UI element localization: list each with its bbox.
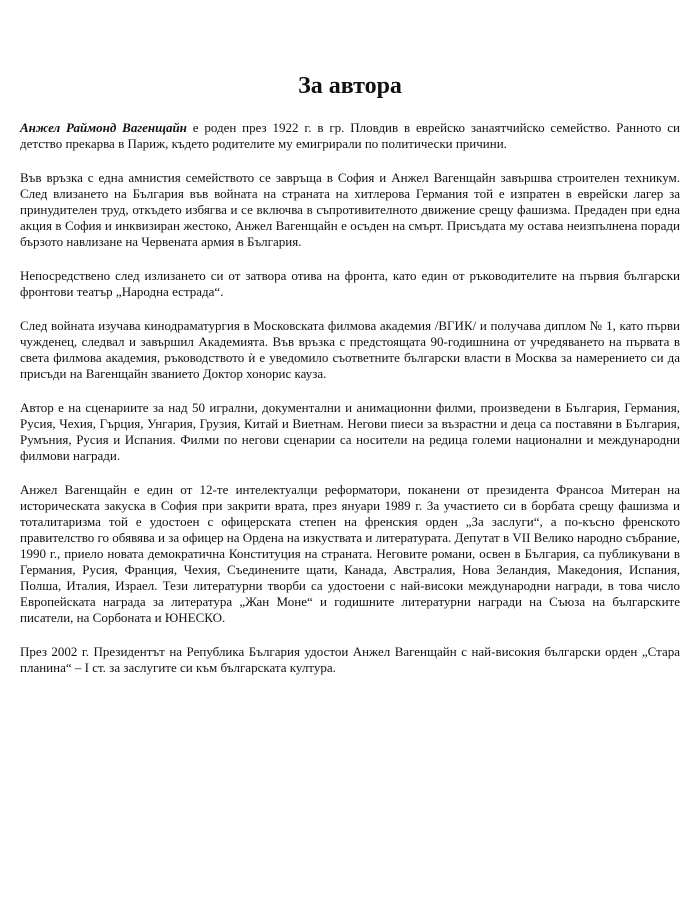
paragraph-education xyxy=(20,318,680,382)
paragraph-text: След войната изучава кинодраматургия в Московската филмова академия /ВГИК/ и получава диплом № 1, като първи чужденец, следвал и завършил Академията. Във връзка с предстоящата 90-годишнина от учредяването на първата в света филмова академия, ръководството ѝ е уведомило съответните български власти в Москва за намерението си да присъди на Вагенщайн званието Доктор хонорис кауза. xyxy=(20,318,680,381)
paragraph-text: Автор е на сценариите за над 50 игрални, документални и анимационни филми, произведени в България, Германия, Русия, Чехия, Гърция, Унгария, Грузия, Китай и Виетнам. Негови пиеси за възрастни и деца са поставяни в България, Румъния, Русия и Испания. Филми по негови сценарии са носители на редица големи национални и международни филмови награди. xyxy=(20,400,680,463)
paragraph-text: Непосредствено след излизането си от затвора отива на фронта, като един от ръководителите на първия български фронтови театър „Народна естрада“. xyxy=(20,268,680,299)
author-name: Анжел Раймонд Вагенщайн xyxy=(20,120,187,135)
paragraph-films xyxy=(20,400,680,464)
paragraph-birth xyxy=(20,120,680,152)
paragraph-front xyxy=(20,268,680,300)
paragraph-war xyxy=(20,170,680,250)
paragraph-text: През 2002 г. Президентът на Република България удостои Анжел Вагенщайн с най-високия български орден „Стара планина“ – I ст. за заслугите си към българската култура. xyxy=(20,644,680,675)
paragraph-honors xyxy=(20,482,680,626)
paragraph-text: е роден през 1922 г. в гр. Пловдив в еврейско занаятчийско семейство. Ранното си детство прекарва в Париж, където родителите му емигрирали по политически причини. xyxy=(20,120,680,151)
paragraph-text: Анжел Вагенщайн е един от 12-те интелектуалци реформатори, поканени от президента Франсоа Митеран на историческата закуска в София при закрити врата, през януари 1989 г. За участието си в борбата срещу фашизма и тоталитаризма той е удостоен с офицерската степен на френския орден „За заслуги“, а по-късно френското правителство го обявява и за офицер на Ордена на изкуствата и литературата. Депутат в VII Велико народно събрание, 1990 г., приело новата демократична Конституция на страната. Неговите романи, освен в България, са публикувани в Германия, Русия, Франция, Чехия, Съединените щати, Канада, Австралия, Нова Зеландия, Македония, Испания, Полша, Италия, Израел. Тези литературни творби са удостоени с най-високи международни награди, в това число Европейската награда за литература „Жан Моне“ и годишните литературни награди на Съюза на българските писатели, на Сорбоната и ЮНЕСКО. xyxy=(20,482,680,625)
paragraph-text: Във връзка с една амнистия семейството се завръща в София и Анжел Вагенщайн завършва строителен техникум. След влизането на България във войната на страната на хитлерова Германия той е изпратен в еврейски лагер за принудителен труд, откъдето избягва и се включва в съпротивителното движение срещу фашизма. Предаден при една акция в София и инквизиран жестоко, Анжел Вагенщайн е осъден на смърт. Присъдата му остава неизпълнена поради бързото навлизане на Червената армия в България. xyxy=(20,170,680,249)
paragraph-order xyxy=(20,644,680,676)
page-title: За автора xyxy=(298,73,402,99)
